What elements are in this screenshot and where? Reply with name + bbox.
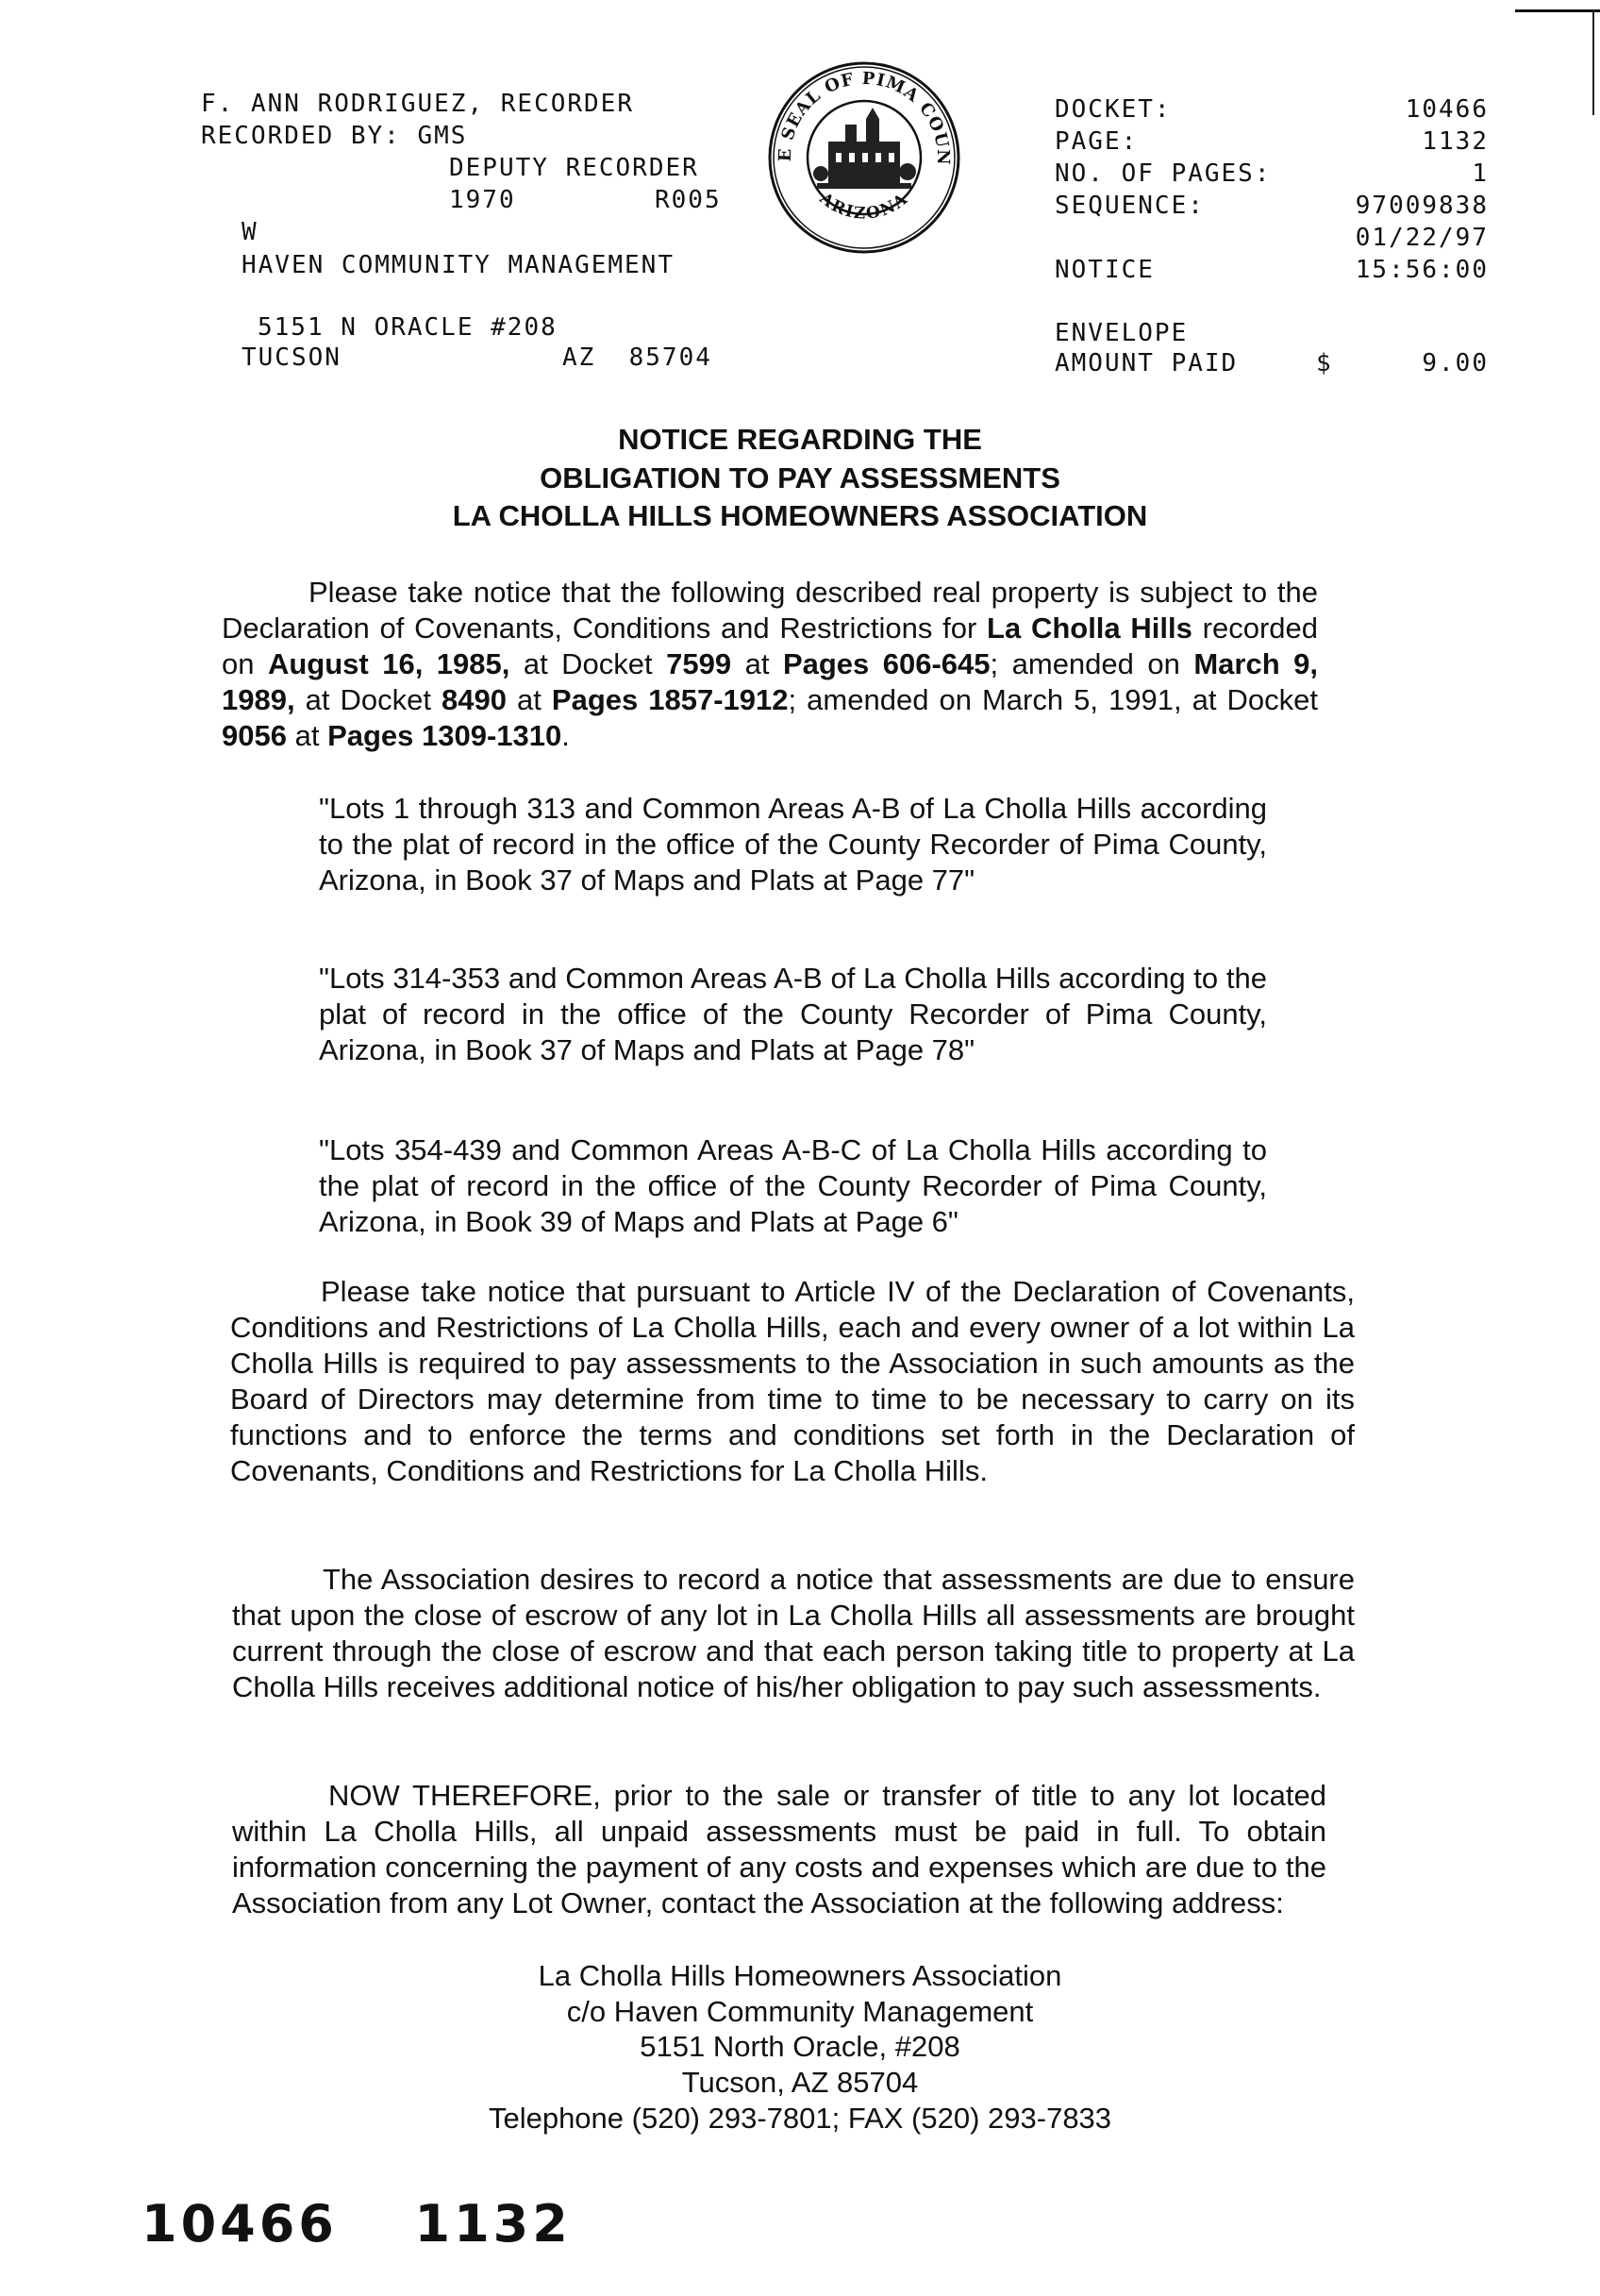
- county-seal: [762, 59, 966, 257]
- page-value: 1132: [1422, 127, 1489, 156]
- bold-pages-2: Pages 1857-1912: [551, 683, 789, 716]
- recorded-by: RECORDED BY: GMS: [201, 122, 468, 150]
- bold-docket-3: 9056: [222, 719, 287, 752]
- recorder-name: F. ANN RODRIGUEZ, RECORDER: [201, 90, 634, 118]
- seal-bottom-text: ARIZONA: [815, 189, 913, 224]
- sequence-label: SEQUENCE:: [1055, 192, 1205, 220]
- bold-recorded-date: August 16, 1985,: [267, 647, 510, 680]
- company-city: TUCSON: [242, 344, 342, 372]
- footer-docket-page-stamp: [142, 2194, 572, 2254]
- docket-value: 10466: [1405, 95, 1489, 124]
- bold-docket-1: 7599: [666, 647, 732, 680]
- recorder-code-a: 1970: [449, 186, 516, 214]
- company-state-zip: AZ 85704: [562, 344, 712, 372]
- notice-title-line-3: LA CHOLLA HILLS HOMEOWNERS ASSOCIATION: [452, 499, 1148, 532]
- paragraph-now-therefore: NOW THEREFORE, prior to the sale or transfer of title to any lot located within La Cholla Hills, all unpaid assessments must be paid in full. To obtain information concerning the payment of any costs and expenses which are due to the Association from any Lot Owner, contact the Association at the following address:: [232, 1779, 1326, 1919]
- sequence-value: 97009838: [1355, 192, 1489, 220]
- contact-street: 5151 North Oracle, #208: [640, 2030, 960, 2063]
- contact-phone-fax: Telephone (520) 293-7801; FAX (520) 293-7833: [488, 2102, 1112, 2135]
- contact-care-of: c/o Haven Community Management: [566, 1995, 1034, 2028]
- legal-description-2: "Lots 314-353 and Common Areas A-B of La Cholla Hills according to the plat of record in the office of the County Recorder of Pima County, Arizona, in Book 37 of Maps and Plats at Page 78": [319, 962, 1267, 1066]
- recording-date: 01/22/97: [1355, 224, 1489, 252]
- envelope-label: ENVELOPE: [1055, 319, 1189, 347]
- paragraph-escrow: The Association desires to record a notice that assessments are due to ensure that upon the close of escrow of any lot in La Cholla Hills all assessments are brought current through the close of escrow and that each person taking title to property at La Cholla Hills receives additional notice of his/her obligation to pay such assessments.: [232, 1563, 1355, 1703]
- legal-description-1: "Lots 1 through 313 and Common Areas A-B of La Cholla Hills according to the plat of record in the office of the County Recorder of Pima County, Arizona, in Book 37 of Maps and Plats at Page 77": [319, 792, 1267, 897]
- company-name: HAVEN COMMUNITY MANAGEMENT: [242, 251, 675, 279]
- recorder-code-b: R005: [655, 186, 722, 214]
- w-mark: W: [242, 218, 258, 246]
- seal-top-text: E SEAL OF PIMA COUN: [775, 68, 954, 166]
- legal-description-3: "Lots 354-439 and Common Areas A-B-C of La Cholla Hills according to the plat of record in the office of the County Recorder of Pima County, Arizona, in Book 39 of Maps and Plats at Page 6": [319, 1133, 1267, 1238]
- currency-symbol: $: [1316, 349, 1333, 377]
- bold-pages-1: Pages 606-645: [782, 647, 991, 680]
- bold-pages-3: Pages 1309-1310: [327, 719, 562, 752]
- no-of-pages-value: 1: [1472, 159, 1489, 188]
- paragraph-declaration: Please take notice that the following described real property is subject to the Declaration of Covenants, Conditions and Restrictions for La Cholla Hills recorded on August 16, 1985, at Docket 7599 at Pages 606-645; amended on March 9, 1989, at Docket 8490 at Pages 1857-1912; amended on March 5, 1991, at Docket 9056 at Pages 1309-1310.: [222, 576, 1318, 752]
- amount-paid-value: 9.00: [1422, 349, 1489, 377]
- notice-label: NOTICE: [1055, 256, 1155, 284]
- page-edge-line: [1592, 11, 1594, 115]
- amount-paid-label: AMOUNT PAID: [1055, 349, 1239, 377]
- paragraph-article-iv: Please take notice that pursuant to Article IV of the Declaration of Covenants, Conditions and Restrictions of La Cholla Hills, each and every owner of a lot within La Cholla Hills is required to pay assessments to the Association in such amounts as the Board of Directors may determine from time to time to be necessary to carry on its functions and to enforce the terms and conditions set forth in the Declaration of Covenants, Conditions and Restrictions for La Cholla Hills.: [230, 1275, 1355, 1487]
- footer-page: 1132: [414, 2194, 572, 2254]
- svg-text:ARIZONA: [815, 189, 912, 224]
- page-label: PAGE:: [1055, 127, 1139, 156]
- notice-title-line-1: NOTICE REGARDING THE: [618, 423, 982, 456]
- bold-subdivision-name: La Cholla Hills: [987, 612, 1192, 645]
- bold-docket-2: 8490: [442, 683, 507, 716]
- page-edge-mark: [1515, 9, 1600, 12]
- docket-label: DOCKET:: [1055, 95, 1172, 124]
- recording-time: 15:56:00: [1355, 256, 1489, 284]
- deputy-recorder: DEPUTY RECORDER: [449, 154, 699, 182]
- contact-association-name: La Cholla Hills Homeowners Association: [538, 1959, 1062, 1992]
- notice-title-line-2: OBLIGATION TO PAY ASSESSMENTS: [540, 461, 1060, 494]
- bold-amended-date: March 9, 1989,: [222, 647, 1318, 716]
- seal-building-icon: [813, 108, 916, 189]
- company-street: 5151 N ORACLE #208: [258, 313, 558, 342]
- contact-city: Tucson, AZ 85704: [681, 2066, 919, 2099]
- no-of-pages-label: NO. OF PAGES:: [1055, 159, 1272, 188]
- footer-docket: 10466: [142, 2194, 338, 2254]
